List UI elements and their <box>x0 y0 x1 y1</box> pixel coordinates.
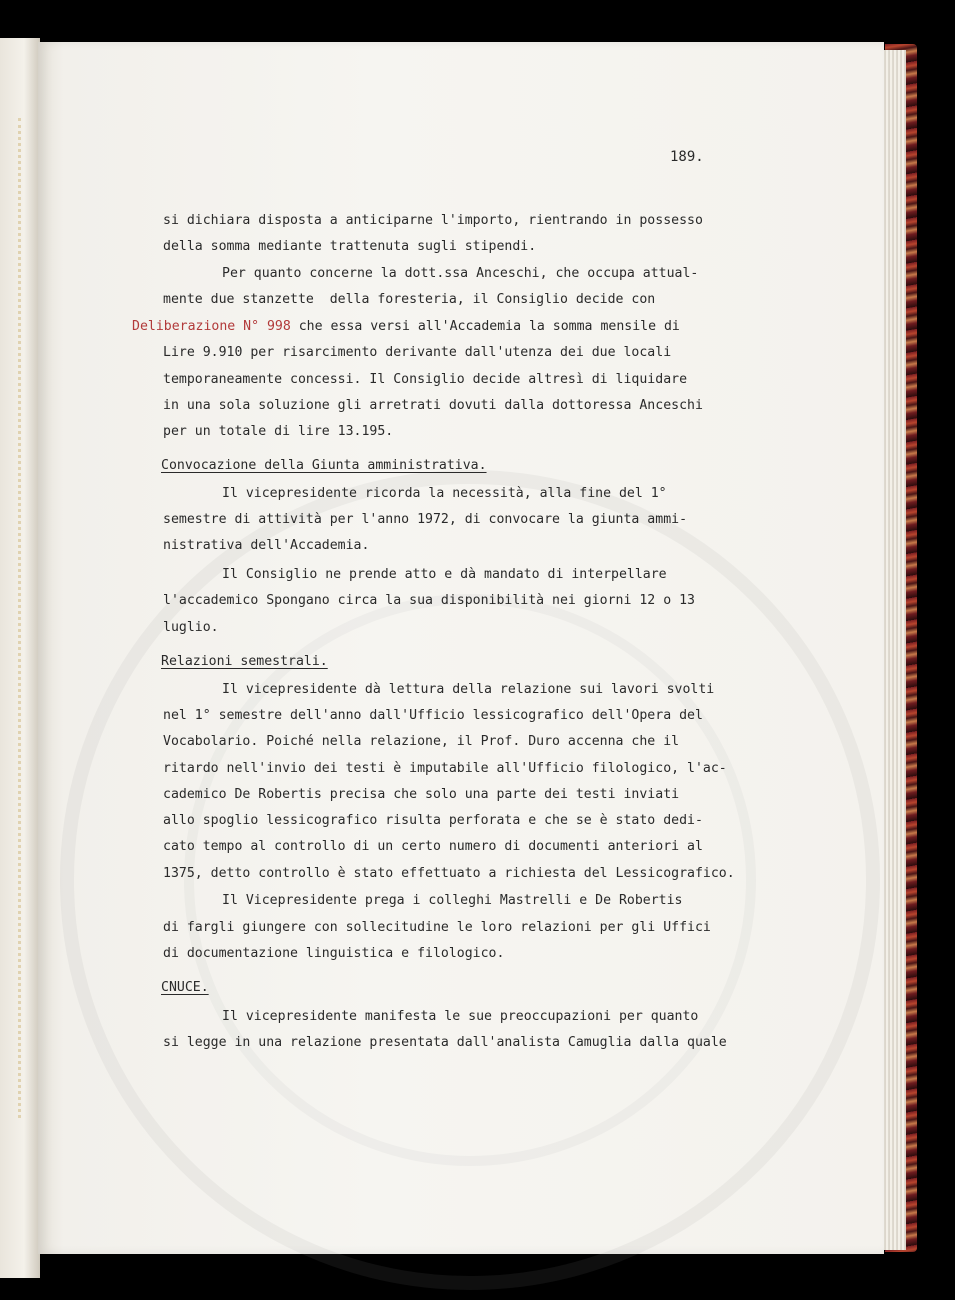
text-line: Il vicepresidente dà lettura della relazione sui lavori svolti <box>222 682 715 697</box>
text-line: Per quanto concerne la dott.ssa Anceschi, che occupa attual- <box>222 266 699 281</box>
text-line: semestre di attività per l'anno 1972, di convocare la giunta ammi- <box>163 512 688 527</box>
deliberation-reference: Deliberazione N° 998 <box>132 319 291 334</box>
text-line: Il vicepresidente manifesta le sue preoccupazioni per quanto <box>222 1009 699 1024</box>
section-heading: Convocazione della Giunta amministrativa. <box>161 458 487 473</box>
text-line: Il Consiglio ne prende atto e dà mandato di interpellare <box>222 567 667 582</box>
text-line: cademico De Robertis precisa che solo una parte dei testi inviati <box>163 787 680 802</box>
text-line: Il Vicepresidente prega i colleghi Mastrelli e De Robertis <box>222 893 683 908</box>
text-line: di fargli giungere con sollecitudine le loro relazioni per gli Uffici <box>163 920 711 935</box>
left-facing-page <box>0 38 40 1278</box>
text-line: si dichiara disposta a anticiparne l'importo, rientrando in possesso <box>163 213 703 228</box>
text-line: luglio. <box>163 620 219 635</box>
text-line: 1375, detto controllo è stato effettuato a richiesta del Lessicografico. <box>163 866 735 881</box>
text-line: in una sola soluzione gli arretrati dovuti dalla dottoressa Anceschi <box>163 398 703 413</box>
text-line: di documentazione linguistica e filologico. <box>163 946 505 961</box>
text-line: ritardo nell'invio dei testi è imputabile all'Ufficio filologico, l'ac- <box>163 761 727 776</box>
binding-stitch <box>18 118 25 1118</box>
text-line: mente due stanzette della foresteria, il Consiglio decide con <box>163 292 656 307</box>
text-line: allo spoglio lessicografico risulta perforata e che se è stato dedi- <box>163 813 703 828</box>
text-line: nistrativa dell'Accademia. <box>163 538 370 553</box>
section-heading: Relazioni semestrali. <box>161 654 328 669</box>
text-line: per un totale di lire 13.195. <box>163 424 394 439</box>
text-line: della somma mediante trattenuta sugli stipendi. <box>163 239 537 254</box>
text-line <box>132 320 680 333</box>
page-number: 189. <box>670 149 704 165</box>
text-line: cato tempo al controllo di un certo numero di documenti anteriori al <box>163 839 703 854</box>
text-line: Lire 9.910 per risarcimento derivante dall'utenza dei due locali <box>163 345 672 360</box>
text-line: Il vicepresidente ricorda la necessità, alla fine del 1° <box>222 486 667 501</box>
section-heading: CNUCE. <box>161 980 209 995</box>
text-line: l'accademico Spongano circa la sua disponibilità nei giorni 12 o 13 <box>163 593 695 608</box>
text-line-rest: che essa versi all'Accademia la somma mensile di <box>290 319 680 334</box>
text-line: temporaneamente concessi. Il Consiglio decide altresì di liquidare <box>163 372 688 387</box>
text-line: nel 1° semestre dell'anno dall'Ufficio lessicografico dell'Opera del <box>163 708 703 723</box>
text-line: si legge in una relazione presentata dall'analista Camuglia dalla quale <box>163 1035 727 1050</box>
text-line: Vocabolario. Poiché nella relazione, il Prof. Duro accenna che il <box>163 734 680 749</box>
